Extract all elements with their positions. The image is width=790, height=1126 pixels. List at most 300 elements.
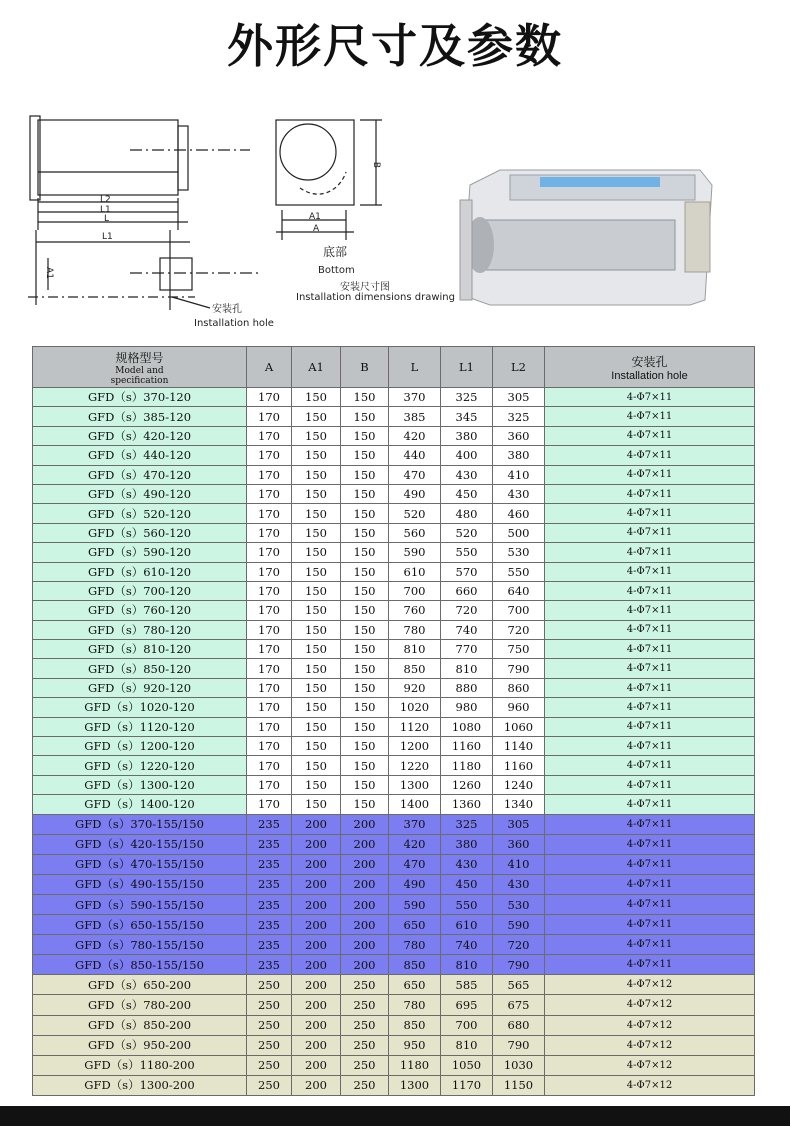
cell-l2: 1030	[493, 1055, 545, 1075]
cell-hole: 4-Φ7×11	[545, 388, 755, 407]
cell-l2: 1340	[493, 795, 545, 814]
cell-b: 200	[341, 874, 389, 894]
cell-a: 170	[247, 775, 292, 794]
cell-a: 235	[247, 894, 292, 914]
cell-b: 150	[341, 737, 389, 756]
cell-b: 150	[341, 446, 389, 465]
cell-a1: 150	[292, 795, 341, 814]
cell-a1: 200	[292, 1055, 341, 1075]
table-row	[33, 1015, 755, 1035]
cell-b: 200	[341, 854, 389, 874]
cell-l1: 1080	[441, 717, 493, 736]
cell-a: 170	[247, 795, 292, 814]
cell-model: GFD（s）385-120	[33, 407, 247, 426]
cell-l1: 810	[441, 955, 493, 975]
cell-b: 150	[341, 465, 389, 484]
cell-b: 150	[341, 756, 389, 775]
cell-hole: 4-Φ7×11	[545, 756, 755, 775]
cell-l2: 410	[493, 465, 545, 484]
cell-hole: 4-Φ7×11	[545, 915, 755, 935]
cell-model: GFD（s）650-155/150	[33, 915, 247, 935]
cell-a1: 150	[292, 756, 341, 775]
cell-a: 170	[247, 581, 292, 600]
cell-a: 170	[247, 523, 292, 542]
cell-model: GFD（s）590-155/150	[33, 894, 247, 914]
cell-model: GFD（s）370-155/150	[33, 814, 247, 834]
cell-hole: 4-Φ7×11	[545, 581, 755, 600]
cell-l1: 1160	[441, 737, 493, 756]
cell-l: 420	[389, 426, 441, 445]
table-row	[33, 737, 755, 756]
table-row	[33, 834, 755, 854]
cell-l2: 1160	[493, 756, 545, 775]
cell-a: 170	[247, 388, 292, 407]
header-model-en2: specification	[110, 375, 169, 386]
cell-model: GFD（s）1300-120	[33, 775, 247, 794]
cell-l2: 430	[493, 874, 545, 894]
cell-a: 170	[247, 678, 292, 697]
cell-model: GFD（s）780-200	[33, 995, 247, 1015]
cell-l: 650	[389, 915, 441, 935]
cell-hole: 4-Φ7×11	[545, 562, 755, 581]
cell-b: 150	[341, 775, 389, 794]
cell-a1: 200	[292, 955, 341, 975]
cell-l2: 675	[493, 995, 545, 1015]
cell-b: 200	[341, 834, 389, 854]
cell-l1: 480	[441, 504, 493, 523]
cell-l: 780	[389, 995, 441, 1015]
cell-model: GFD（s）920-120	[33, 678, 247, 697]
cell-a: 170	[247, 698, 292, 717]
cell-model: GFD（s）520-120	[33, 504, 247, 523]
cell-a1: 200	[292, 1035, 341, 1055]
cell-b: 150	[341, 678, 389, 697]
cell-hole: 4-Φ7×12	[545, 1055, 755, 1075]
header-a1: A1	[292, 347, 341, 388]
cell-l1: 740	[441, 620, 493, 639]
cell-b: 250	[341, 1015, 389, 1035]
label-a1-vertical: A1	[43, 267, 54, 279]
cell-hole: 4-Φ7×11	[545, 620, 755, 639]
cell-a1: 200	[292, 1015, 341, 1035]
cell-a: 170	[247, 737, 292, 756]
cell-l2: 1140	[493, 737, 545, 756]
cell-l: 1020	[389, 698, 441, 717]
cell-l2: 790	[493, 659, 545, 678]
cell-model: GFD（s）700-120	[33, 581, 247, 600]
cell-b: 150	[341, 523, 389, 542]
cell-l2: 530	[493, 894, 545, 914]
cell-b: 150	[341, 698, 389, 717]
cell-l: 1400	[389, 795, 441, 814]
cell-l2: 790	[493, 955, 545, 975]
table-row	[33, 1075, 755, 1095]
cell-a: 170	[247, 407, 292, 426]
cell-b: 150	[341, 388, 389, 407]
table-row	[33, 484, 755, 503]
cell-hole: 4-Φ7×11	[545, 407, 755, 426]
cell-hole: 4-Φ7×11	[545, 446, 755, 465]
cell-model: GFD（s）650-200	[33, 975, 247, 995]
table-row	[33, 775, 755, 794]
cell-hole: 4-Φ7×11	[545, 775, 755, 794]
cell-model: GFD（s）950-200	[33, 1035, 247, 1055]
cell-l2: 500	[493, 523, 545, 542]
header-l2: L2	[493, 347, 545, 388]
cell-b: 250	[341, 1075, 389, 1095]
cell-l2: 565	[493, 975, 545, 995]
label-bottom-en: Bottom	[318, 265, 355, 276]
cell-l: 950	[389, 1035, 441, 1055]
cell-l2: 590	[493, 915, 545, 935]
cell-model: GFD（s）780-120	[33, 620, 247, 639]
cell-hole: 4-Φ7×11	[545, 935, 755, 955]
header-hole-cn: 安装孔	[631, 354, 668, 369]
cell-a1: 200	[292, 995, 341, 1015]
cell-model: GFD（s）420-155/150	[33, 834, 247, 854]
cell-l2: 860	[493, 678, 545, 697]
table-row	[33, 659, 755, 678]
cell-a: 170	[247, 756, 292, 775]
cell-b: 150	[341, 717, 389, 736]
cell-b: 150	[341, 543, 389, 562]
cell-l2: 1060	[493, 717, 545, 736]
header-l1: L1	[441, 347, 493, 388]
header-l: L	[389, 347, 441, 388]
cell-l: 610	[389, 562, 441, 581]
page-title: 外形尺寸及参数	[227, 19, 563, 73]
label-dims-cn: 安装尺寸图	[340, 282, 390, 293]
cell-l1: 1360	[441, 795, 493, 814]
cell-b: 150	[341, 640, 389, 659]
cell-a: 170	[247, 640, 292, 659]
cell-l: 1180	[389, 1055, 441, 1075]
cell-hole: 4-Φ7×11	[545, 523, 755, 542]
cell-l: 920	[389, 678, 441, 697]
table-row	[33, 601, 755, 620]
table-row	[33, 446, 755, 465]
cell-a1: 150	[292, 581, 341, 600]
table-row	[33, 935, 755, 955]
cell-a: 235	[247, 955, 292, 975]
cell-hole: 4-Φ7×12	[545, 975, 755, 995]
cell-model: GFD（s）1180-200	[33, 1055, 247, 1075]
cell-l2: 680	[493, 1015, 545, 1035]
cell-l1: 660	[441, 581, 493, 600]
cell-hole: 4-Φ7×11	[545, 426, 755, 445]
cell-b: 150	[341, 407, 389, 426]
cell-l2: 960	[493, 698, 545, 717]
cell-a: 235	[247, 935, 292, 955]
cell-a: 250	[247, 1015, 292, 1035]
cell-l2: 720	[493, 620, 545, 639]
cell-b: 200	[341, 955, 389, 975]
cell-model: GFD（s）610-120	[33, 562, 247, 581]
cell-l: 850	[389, 955, 441, 975]
table-row	[33, 581, 755, 600]
label-hole-cn: 安装孔	[212, 304, 242, 315]
cell-l: 490	[389, 484, 441, 503]
cell-b: 200	[341, 935, 389, 955]
header-model-cn: 规格型号	[115, 350, 164, 365]
header-a: A	[247, 347, 292, 388]
cell-l2: 305	[493, 814, 545, 834]
cell-hole: 4-Φ7×11	[545, 854, 755, 874]
cell-a: 170	[247, 562, 292, 581]
cell-hole: 4-Φ7×12	[545, 1075, 755, 1095]
cell-l2: 410	[493, 854, 545, 874]
cell-b: 150	[341, 620, 389, 639]
cell-l: 780	[389, 620, 441, 639]
table-row	[33, 543, 755, 562]
cell-model: GFD（s）590-120	[33, 543, 247, 562]
cell-b: 150	[341, 562, 389, 581]
table-row	[33, 562, 755, 581]
cell-l1: 585	[441, 975, 493, 995]
cell-a: 170	[247, 601, 292, 620]
cell-a1: 150	[292, 504, 341, 523]
cell-l1: 550	[441, 894, 493, 914]
cell-l1: 325	[441, 388, 493, 407]
cell-a1: 200	[292, 935, 341, 955]
cell-l: 470	[389, 465, 441, 484]
cell-a1: 150	[292, 640, 341, 659]
footer-bar	[0, 1106, 790, 1126]
table-row	[33, 465, 755, 484]
cell-a1: 150	[292, 775, 341, 794]
cell-model: GFD（s）780-155/150	[33, 935, 247, 955]
cell-a1: 200	[292, 874, 341, 894]
table-row	[33, 814, 755, 834]
cell-a1: 150	[292, 737, 341, 756]
cell-b: 150	[341, 659, 389, 678]
cell-l1: 1170	[441, 1075, 493, 1095]
cell-l: 1300	[389, 1075, 441, 1095]
cell-b: 150	[341, 426, 389, 445]
table-row	[33, 620, 755, 639]
cell-model: GFD（s）470-120	[33, 465, 247, 484]
cell-b: 150	[341, 581, 389, 600]
cell-model: GFD（s）810-120	[33, 640, 247, 659]
cell-a: 170	[247, 484, 292, 503]
cell-l2: 1150	[493, 1075, 545, 1095]
cell-model: GFD（s）850-155/150	[33, 955, 247, 975]
cell-l1: 700	[441, 1015, 493, 1035]
label-a: A	[313, 224, 320, 234]
cell-model: GFD（s）1120-120	[33, 717, 247, 736]
cell-l2: 720	[493, 935, 545, 955]
cell-model: GFD（s）440-120	[33, 446, 247, 465]
front-view	[276, 120, 382, 240]
cell-a1: 150	[292, 446, 341, 465]
cell-l2: 325	[493, 407, 545, 426]
table-row	[33, 678, 755, 697]
cell-a: 170	[247, 659, 292, 678]
cell-l1: 880	[441, 678, 493, 697]
cell-a: 235	[247, 814, 292, 834]
header-hole	[545, 347, 755, 388]
cell-model: GFD（s）1200-120	[33, 737, 247, 756]
cell-hole: 4-Φ7×11	[545, 698, 755, 717]
table-row	[33, 955, 755, 975]
cell-hole: 4-Φ7×11	[545, 678, 755, 697]
cell-l: 850	[389, 659, 441, 678]
cell-a1: 150	[292, 523, 341, 542]
cell-a1: 200	[292, 894, 341, 914]
cell-hole: 4-Φ7×11	[545, 795, 755, 814]
cell-a: 250	[247, 1055, 292, 1075]
cell-model: GFD（s）1300-200	[33, 1075, 247, 1095]
cell-model: GFD（s）490-120	[33, 484, 247, 503]
cell-hole: 4-Φ7×11	[545, 659, 755, 678]
cell-hole: 4-Φ7×11	[545, 717, 755, 736]
cell-l2: 430	[493, 484, 545, 503]
cell-l1: 430	[441, 854, 493, 874]
label-b: B	[371, 161, 382, 169]
cell-hole: 4-Φ7×11	[545, 504, 755, 523]
cell-a: 170	[247, 543, 292, 562]
cell-l2: 640	[493, 581, 545, 600]
table-header-row	[33, 347, 755, 388]
cell-b: 150	[341, 504, 389, 523]
cell-a1: 150	[292, 465, 341, 484]
cell-b: 250	[341, 1035, 389, 1055]
cell-l2: 360	[493, 426, 545, 445]
cell-model: GFD（s）850-120	[33, 659, 247, 678]
cell-l: 1200	[389, 737, 441, 756]
table-row	[33, 975, 755, 995]
table-row	[33, 407, 755, 426]
header-hole-en: Installation hole	[611, 369, 688, 382]
cell-l1: 740	[441, 935, 493, 955]
cell-a: 170	[247, 717, 292, 736]
cell-a1: 150	[292, 620, 341, 639]
cell-b: 200	[341, 814, 389, 834]
cell-a1: 150	[292, 407, 341, 426]
cell-l: 760	[389, 601, 441, 620]
fan-photo	[460, 170, 712, 305]
cell-a: 170	[247, 446, 292, 465]
cell-l: 810	[389, 640, 441, 659]
cell-l: 850	[389, 1015, 441, 1035]
cell-a: 250	[247, 1035, 292, 1055]
cell-hole: 4-Φ7×11	[545, 834, 755, 854]
table-row	[33, 995, 755, 1015]
cell-a1: 150	[292, 426, 341, 445]
table-row	[33, 426, 755, 445]
cell-b: 250	[341, 975, 389, 995]
cell-a1: 200	[292, 814, 341, 834]
cell-l1: 400	[441, 446, 493, 465]
table-row	[33, 1055, 755, 1075]
cell-model: GFD（s）560-120	[33, 523, 247, 542]
cell-l1: 570	[441, 562, 493, 581]
cell-l: 1220	[389, 756, 441, 775]
cell-hole: 4-Φ7×11	[545, 874, 755, 894]
cell-a1: 200	[292, 975, 341, 995]
cell-hole: 4-Φ7×11	[545, 894, 755, 914]
header-model	[33, 347, 247, 388]
cell-a: 235	[247, 854, 292, 874]
label-l2: L2	[100, 195, 111, 205]
table-row	[33, 915, 755, 935]
cell-a1: 150	[292, 388, 341, 407]
cell-l: 700	[389, 581, 441, 600]
cell-l: 370	[389, 814, 441, 834]
cell-a: 235	[247, 834, 292, 854]
cell-a1: 150	[292, 484, 341, 503]
table-row	[33, 795, 755, 814]
cell-l: 470	[389, 854, 441, 874]
cell-l1: 770	[441, 640, 493, 659]
cell-hole: 4-Φ7×11	[545, 484, 755, 503]
cell-a1: 200	[292, 834, 341, 854]
table-row	[33, 640, 755, 659]
cell-l: 650	[389, 975, 441, 995]
cell-l1: 695	[441, 995, 493, 1015]
cell-l2: 380	[493, 446, 545, 465]
cell-l1: 810	[441, 1035, 493, 1055]
cell-l1: 1050	[441, 1055, 493, 1075]
cell-l: 780	[389, 935, 441, 955]
table-row	[33, 388, 755, 407]
cell-l2: 305	[493, 388, 545, 407]
installation-drawings	[0, 110, 790, 345]
cell-l1: 720	[441, 601, 493, 620]
cell-a: 235	[247, 874, 292, 894]
cell-b: 200	[341, 915, 389, 935]
table-row	[33, 894, 755, 914]
cell-a: 170	[247, 504, 292, 523]
cell-a1: 150	[292, 562, 341, 581]
cell-l2: 460	[493, 504, 545, 523]
cell-b: 150	[341, 601, 389, 620]
cell-a1: 150	[292, 601, 341, 620]
cell-b: 200	[341, 894, 389, 914]
cell-model: GFD（s）1400-120	[33, 795, 247, 814]
cell-hole: 4-Φ7×12	[545, 1015, 755, 1035]
cell-hole: 4-Φ7×11	[545, 465, 755, 484]
table-body	[33, 388, 755, 1096]
label-l: L	[104, 214, 110, 224]
cell-l2: 530	[493, 543, 545, 562]
cell-hole: 4-Φ7×11	[545, 601, 755, 620]
cell-l1: 380	[441, 834, 493, 854]
table-row	[33, 523, 755, 542]
cell-l: 490	[389, 874, 441, 894]
cell-l1: 380	[441, 426, 493, 445]
cell-a: 170	[247, 426, 292, 445]
cell-l: 560	[389, 523, 441, 542]
cell-a: 250	[247, 1075, 292, 1095]
label-l1: L1	[100, 205, 111, 215]
cell-model: GFD（s）470-155/150	[33, 854, 247, 874]
cell-l: 590	[389, 894, 441, 914]
cell-a: 250	[247, 995, 292, 1015]
cell-a: 235	[247, 915, 292, 935]
dimension-drawing	[0, 110, 790, 345]
cell-l2: 750	[493, 640, 545, 659]
cell-l1: 450	[441, 484, 493, 503]
cell-hole: 4-Φ7×11	[545, 543, 755, 562]
cell-a: 250	[247, 975, 292, 995]
cell-l2: 550	[493, 562, 545, 581]
cell-hole: 4-Φ7×11	[545, 955, 755, 975]
cell-l1: 810	[441, 659, 493, 678]
table-row	[33, 717, 755, 736]
cell-l1: 450	[441, 874, 493, 894]
cell-a1: 150	[292, 717, 341, 736]
